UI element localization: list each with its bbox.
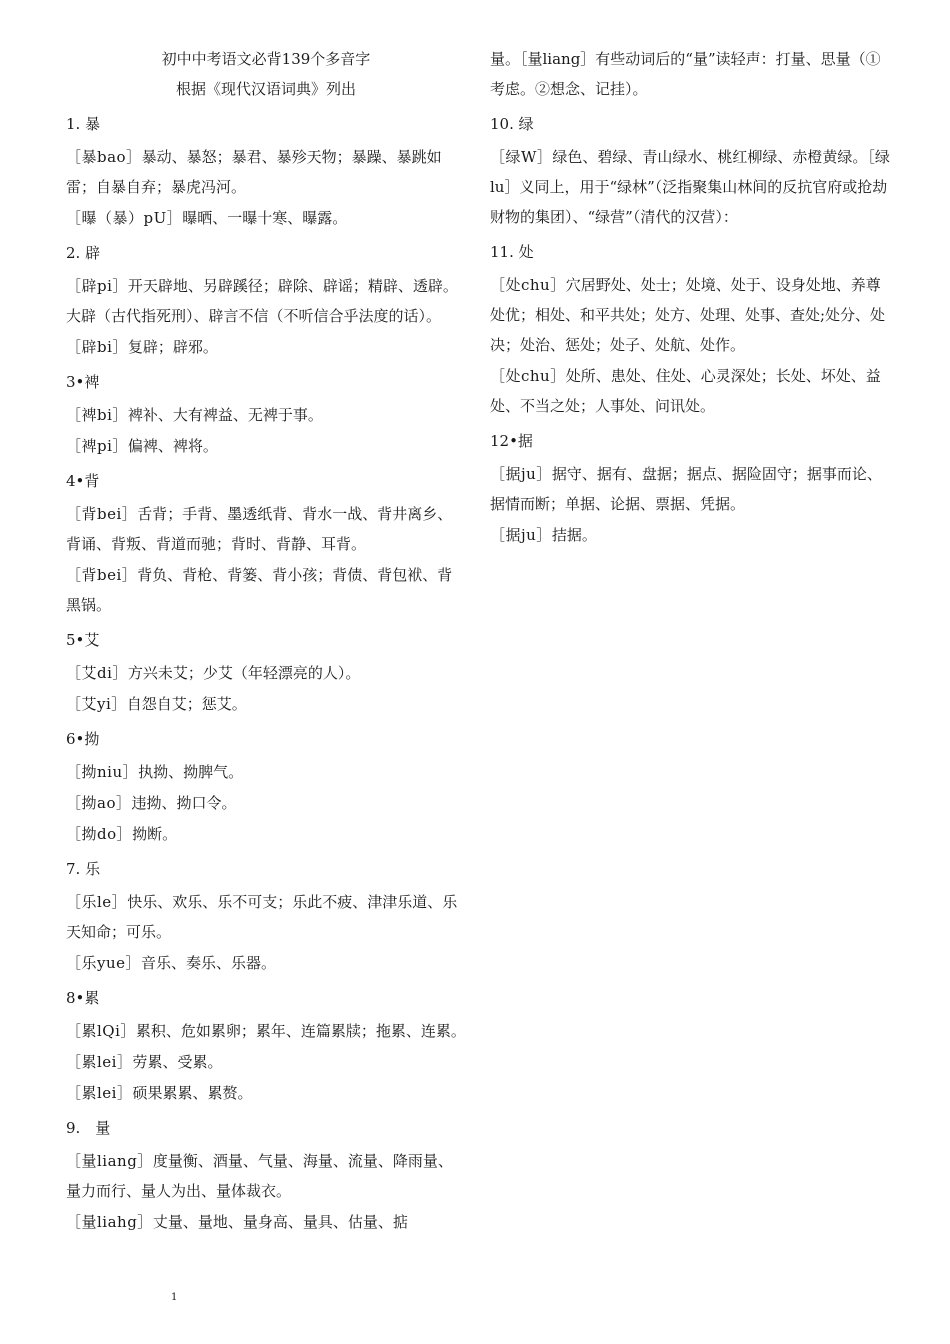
section-heading: 12•据	[490, 432, 533, 450]
entry	[490, 361, 892, 421]
entry-text: 曝晒、一曝十寒、曝露。	[182, 209, 348, 227]
entry	[66, 1016, 466, 1046]
entry	[66, 1047, 466, 1077]
entry	[66, 689, 466, 719]
pinyin-tag: ［艾yi］	[66, 695, 127, 713]
section-heading: 4•背	[66, 472, 100, 490]
entry	[66, 431, 466, 461]
document-title: 初中中考语文必背139个多音字	[161, 50, 371, 68]
entry	[66, 203, 466, 233]
pinyin-tag: ［拗niu］	[66, 763, 139, 781]
section-heading: 1. 暴	[66, 115, 101, 133]
section-11	[490, 240, 892, 421]
entry	[66, 332, 466, 362]
pinyin-tag: ［背bei］	[66, 505, 138, 523]
entry-text: 复辟；辟邪。	[127, 338, 218, 356]
entry-text: 背负、背枪、背篓、背小孩；背债、背包袱、背黑锅。	[66, 566, 453, 614]
left-column	[66, 44, 466, 1238]
entry	[490, 459, 892, 519]
pinyin-tag: ［艾di］	[66, 664, 128, 682]
entry	[490, 270, 892, 360]
entry-text: 处所、患处、住处、心灵深处；长处、坏处、益处、不当之处；人事处、问讯处。	[490, 367, 881, 415]
section-heading: 8•累	[66, 989, 100, 1007]
pinyin-tag: ［处chu］	[490, 276, 566, 294]
pinyin-tag: ［裨bi］	[66, 406, 128, 424]
entry	[66, 271, 466, 331]
entry-text: 度量衡、酒量、气量、海量、流量、降雨量、量力而行、量人为出、量体裁衣。	[66, 1152, 453, 1200]
entry-text: 自怨自艾；惩艾。	[126, 695, 247, 713]
section-5	[66, 628, 466, 719]
entry-continuation: 量。［量liang］有些动词后的“量”读轻声：打量、思量（①考虑。②想念、记挂）。	[490, 50, 881, 98]
section-6	[66, 727, 466, 849]
pinyin-tag: ［量liahg］	[66, 1213, 153, 1231]
entry	[66, 1207, 466, 1237]
entry-text: 暴动、暴怒；暴君、暴殄天物；暴躁、暴跳如雷；自暴自弃；暴虎冯河。	[66, 148, 442, 196]
pinyin-tag: ［乐yue］	[66, 954, 142, 972]
section-10	[490, 112, 892, 232]
entry	[490, 520, 892, 550]
section-heading: 7. 乐	[66, 860, 101, 878]
entry	[66, 658, 466, 688]
section-12	[490, 429, 892, 550]
pinyin-tag: ［辟pi］	[66, 277, 128, 295]
pinyin-tag: ［处chu］	[490, 367, 566, 385]
section-8	[66, 986, 466, 1108]
entry	[66, 400, 466, 430]
pinyin-tag: ［拗do］	[66, 825, 133, 843]
entry	[66, 499, 466, 559]
pinyin-tag: ［乐le］	[66, 893, 128, 911]
section-heading: 10. 绿	[490, 115, 534, 133]
section-7	[66, 857, 466, 978]
entry-text: 据守、据有、盘据；据点、据险固守；据事而论、据情而断；单据、论据、票据、凭据。	[490, 465, 882, 513]
pinyin-tag: ［暴bao］	[66, 148, 142, 166]
entry-text: 裨补、大有裨益、无裨于事。	[127, 406, 323, 424]
entry	[66, 1146, 466, 1206]
pinyin-tag: ［辟bi］	[66, 338, 128, 356]
entry-text: 方兴未艾；少艾（年轻漂亮的人）。	[127, 664, 361, 682]
section-2	[66, 241, 466, 362]
entry-text: 拗断。	[132, 825, 178, 843]
pinyin-tag: ［量liang］	[66, 1152, 153, 1170]
entry-text: 执拗、拗脾气。	[138, 763, 244, 781]
section-heading: 5•艾	[66, 631, 100, 649]
section-1	[66, 112, 466, 233]
pinyin-tag: ［累lei］	[66, 1084, 133, 1102]
entry-text: 拮据。	[551, 526, 597, 544]
pinyin-tag: ［据ju］	[490, 526, 552, 544]
document-subtitle: 根据《现代汉语词典》列出	[175, 80, 356, 98]
entry-text: 穴居野处、处士；处境、处于、设身处地、养尊处优；相处、和平共处；处方、处理、处事、查处;处分、处决；处治、惩处；处子、处航、处作。	[490, 276, 886, 354]
entry	[66, 788, 466, 818]
entry	[66, 142, 466, 202]
entry-text: 偏裨、裨将。	[127, 437, 218, 455]
pinyin-tag: ［裨pi］	[66, 437, 128, 455]
pinyin-tag: ［绿W］	[490, 148, 553, 166]
section-3	[66, 370, 466, 461]
entry-text: 舌背；手背、墨透纸背、背水一战、背井离乡、背诵、背叛、背道而驰；背时、背静、耳背。	[66, 505, 453, 553]
entry-text: 硕果累累、累赘。	[132, 1084, 253, 1102]
pinyin-tag: ［累lei］	[66, 1053, 133, 1071]
section-heading: 2. 辟	[66, 244, 101, 262]
pinyin-tag: ［背bei］	[66, 566, 138, 584]
entry	[490, 142, 892, 232]
pinyin-tag: ［拗ao］	[66, 794, 132, 812]
entry	[66, 560, 466, 620]
section-9	[66, 1116, 466, 1237]
entry-text: 累积、危如累卵；累年、连篇累牍；拖累、连累。	[135, 1022, 466, 1040]
entry	[66, 948, 466, 978]
section-heading: 6•拗	[66, 730, 100, 748]
section-heading: 3•裨	[66, 373, 100, 391]
entry-text: 劳累、受累。	[132, 1053, 223, 1071]
entry	[66, 887, 466, 947]
section-4	[66, 469, 466, 620]
pinyin-tag: ［曝（暴）pU］	[66, 209, 183, 227]
entry-text: 开天辟地、另辟蹊径；辟除、辟谣；精辟、透辟。大辟（古代指死刑）、辟言不信（不听信合乎法度的话）。	[66, 277, 458, 325]
entry-text: 违拗、拗口令。	[131, 794, 237, 812]
entry	[66, 819, 466, 849]
entry-text: 音乐、奏乐、乐器。	[141, 954, 277, 972]
entry-text: 快乐、欢乐、乐不可支；乐此不疲、津津乐道、乐天知命；可乐。	[66, 893, 458, 941]
page-number: 1	[171, 1292, 178, 1303]
right-column	[490, 44, 892, 551]
pinyin-tag: ［累lQi］	[66, 1022, 136, 1040]
entry	[66, 757, 466, 787]
section-heading: 9. 量	[66, 1119, 111, 1137]
entry	[66, 1078, 466, 1108]
entry-text: 绿色、碧绿、青山绿水、桃红柳绿、赤橙黄绿。［绿lu］义同上，用于“绿林”（泛指聚集山林间的反抗官府或抢劫财物的集团）、“绿营”（清代的汉营）：	[490, 148, 890, 226]
pinyin-tag: ［据ju］	[490, 465, 552, 483]
section-heading: 11. 处	[490, 243, 534, 261]
entry-text-continued: 丈量、量地、量身高、量具、估量、掂	[152, 1213, 408, 1231]
